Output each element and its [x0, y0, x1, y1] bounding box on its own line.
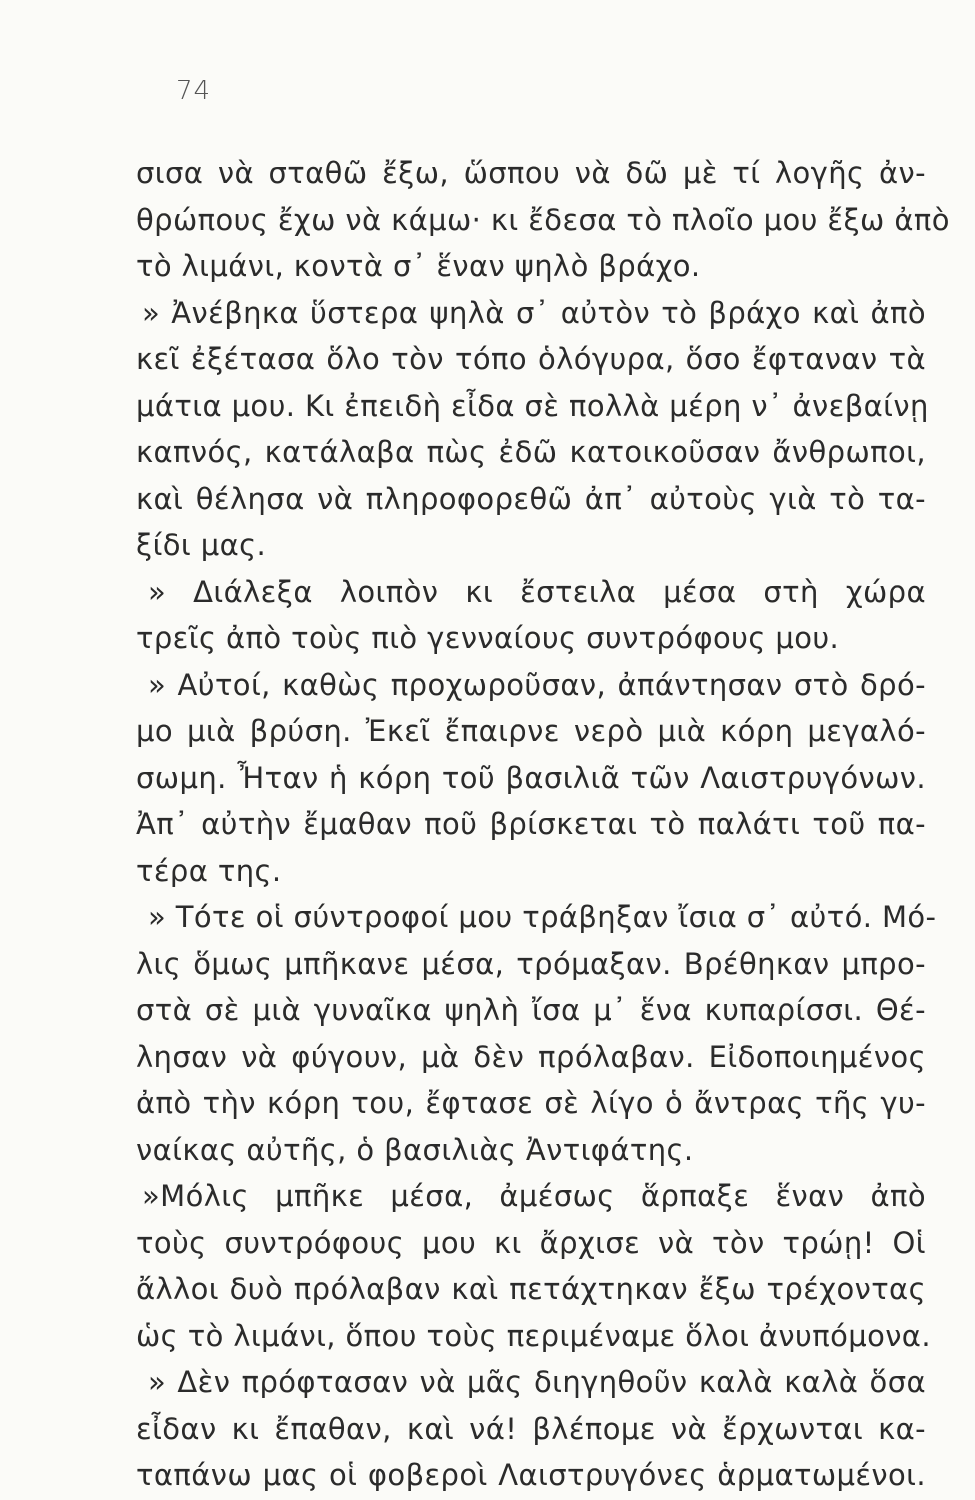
text-line: τοὺς συντρόφους μου κι ἄρχισε νὰ τὸν τρώῃ! Οἱ: [136, 1225, 926, 1260]
text-line: ταπάνω μας οἱ φοβεροὶ Λαιστρυγόνες ἁρματωμένοι.: [136, 1458, 926, 1492]
text-line: καπνός, κατάλαβα πὼς ἐδῶ κατοικοῦσαν ἄνθρωποι,: [136, 435, 926, 469]
text-line: μάτια μου. Κι ἐπειδὴ εἶδα σὲ πολλὰ μέρη ν᾽ ἀνεβαίνῃ: [136, 388, 929, 423]
text-line: σωμη. Ἦταν ἡ κόρη τοῦ βασιλιᾶ τῶν Λαιστρυγόνων.: [136, 760, 926, 795]
text-line: ὡς τὸ λιμάνι, ὅπου τοὺς περιμέναμε ὅλοι ἀνυπόμονα.: [136, 1318, 931, 1353]
text-line: » Ἀνέβηκα ὕστερα ψηλὰ σ᾽ αὐτὸν τὸ βράχο καὶ ἀπὸ: [142, 295, 926, 330]
text-line: στὰ σὲ μιὰ γυναῖκα ψηλὴ ἴσα μ᾽ ἕνα κυπαρίσσι. Θέ-: [136, 993, 926, 1027]
page-number: 74: [176, 76, 212, 106]
body-text: [136, 150, 950, 1499]
text-line: εἶδαν κι ἔπαθαν, καὶ νά! βλέπομε νὰ ἔρχωνται κα-: [136, 1411, 926, 1446]
text-line: » Δὲν πρόφτασαν νὰ μᾶς διηγηθοῦν καλὰ καλὰ ὅσα: [148, 1365, 926, 1399]
text-line: λις ὅμως μπῆκανε μέσα, τρόμαξαν. Βρέθηκαν μπρο-: [136, 946, 926, 981]
text-line: Ἀπ᾽ αὐτὴν ἔμαθαν ποῦ βρίσκεται τὸ παλάτι τοῦ πα-: [136, 807, 926, 841]
text-line: τὸ λιμάνι, κοντὰ σ᾽ ἕναν ψηλὸ βράχο.: [136, 249, 701, 283]
text-line: λησαν νὰ φύγουν, μὰ δὲν πρόλαβαν. Εἰδοποιημένος: [136, 1039, 926, 1074]
text-line: ξίδι μας.: [136, 528, 267, 562]
text-line: ἀπὸ τὴν κόρη του, ἔφτασε σὲ λίγο ὁ ἄντρας τῆς γυ-: [136, 1086, 926, 1120]
text-line: ἄλλοι δυὸ πρόλαβαν καὶ πετάχτηκαν ἔξω τρέχοντας: [136, 1272, 926, 1306]
text-line: ναίκας αὐτῆς, ὁ βασιλιὰς Ἀντιφάτης.: [136, 1132, 694, 1167]
text-line: » Τότε οἱ σύντροφοί μου τράβηξαν ἴσια σ᾽ αὐτό. Μό-: [148, 900, 937, 934]
text-line: » Αὐτοί, καθὼς προχωροῦσαν, ἀπάντησαν στὸ δρό-: [148, 667, 926, 702]
text-line: καὶ θέλησα νὰ πληροφορεθῶ ἀπ᾽ αὐτοὺς γιὰ τὸ τα-: [136, 481, 926, 516]
text-line: σισα νὰ σταθῶ ἔξω, ὥσπου νὰ δῶ μὲ τί λογῆς ἀν-: [136, 156, 926, 190]
text-line: » Διάλεξα λοιπὸν κι ἔστειλα μέσα στὴ χώρα: [148, 574, 926, 609]
text-line: »Μόλις μπῆκε μέσα, ἀμέσως ἅρπαξε ἕναν ἀπὸ: [142, 1179, 926, 1213]
text-line: τέρα της.: [136, 853, 282, 888]
text-line: μο μιὰ βρύση. Ἐκεῖ ἔπαιρνε νερὸ μιὰ κόρη μεγαλό-: [136, 714, 926, 748]
text-line: κεῖ ἐξέτασα ὅλο τὸν τόπο ὁλόγυρα, ὅσο ἔφταναν τὰ: [136, 342, 926, 376]
text-line: θρώπους ἔχω νὰ κάμω· κι ἔδεσα τὸ πλοῖο μου ἔξω ἀπὸ: [136, 202, 950, 237]
text-line: τρεῖς ἀπὸ τοὺς πιὸ γενναίους συντρόφους μου.: [136, 621, 840, 655]
